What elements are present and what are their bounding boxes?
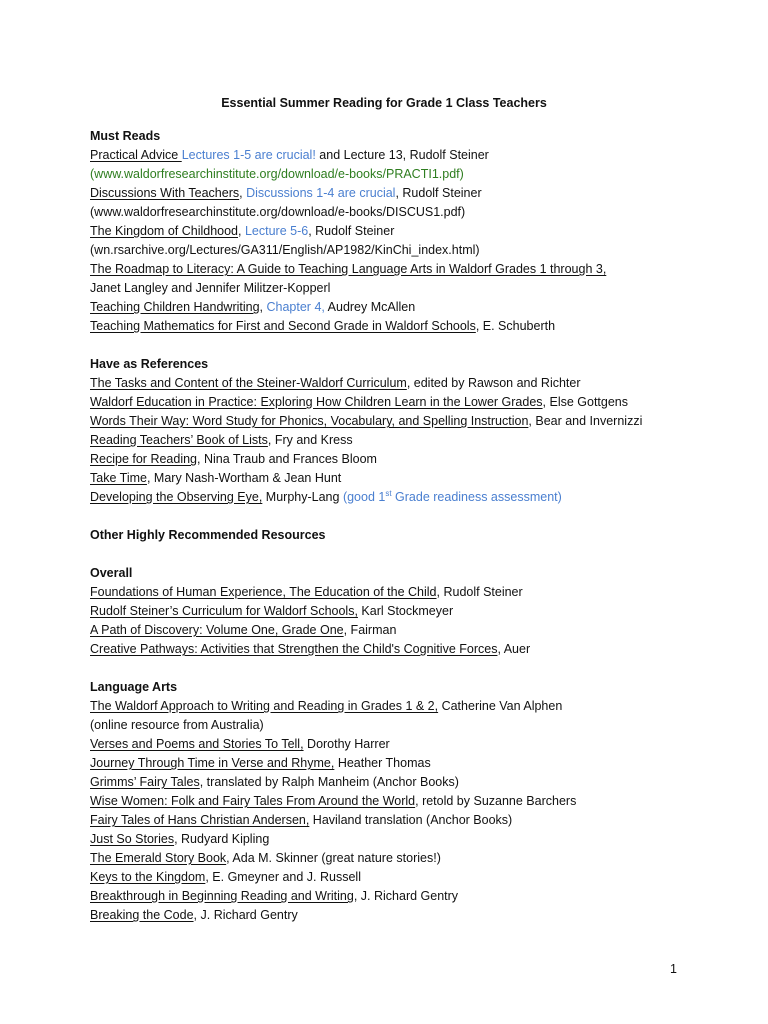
book-title: The Roadmap to Literacy: A Guide to Teaching Language Arts in Waldorf Grades 1 through 3, [90, 262, 607, 276]
reference-item [90, 412, 750, 431]
book-author: , Auer [497, 642, 531, 656]
book-title: The Emerald Story Book [90, 851, 227, 865]
resource-item [90, 697, 750, 716]
note-text: (good 1 [342, 490, 386, 504]
note-text: Grade readiness assessment) [391, 490, 562, 504]
book-url: (www.waldorfresearchinstitute.org/download/e-books/DISCUS1.pdf) [90, 205, 466, 219]
book-title: Reading Teachers’ Book of Lists [90, 433, 268, 447]
resource-note: (online resource from Australia) [90, 718, 264, 732]
ordinal-suffix: st [385, 488, 392, 498]
book-author: , Rudolf Steiner [308, 224, 395, 238]
book-title: Just So Stories [90, 832, 175, 846]
must-read-item [90, 317, 750, 336]
book-author: Catherine Van Alphen [438, 699, 563, 713]
book-title: Grimms’ Fairy Tales [90, 775, 200, 789]
book-author: , edited by Rawson and Richter [406, 376, 581, 390]
resource-item [90, 811, 750, 830]
book-author: , J. Richard Gentry [193, 908, 298, 922]
must-read-item [90, 222, 750, 241]
reference-item [90, 431, 750, 450]
book-title: The Waldorf Approach to Writing and Reading in Grades 1 & 2, [90, 699, 439, 713]
must-read-item [90, 298, 750, 317]
book-title: Recipe for Reading [90, 452, 198, 466]
must-read-item [90, 146, 750, 165]
book-author: , Rudolf Steiner [395, 186, 482, 200]
separator: , [238, 224, 245, 238]
resource-item [90, 887, 750, 906]
separator: , [239, 186, 247, 200]
book-author: , Fry and Kress [267, 433, 353, 447]
book-title: Discussions With Teachers [90, 186, 240, 200]
book-author: , Else Gottgens [542, 395, 629, 409]
document-body [90, 127, 750, 925]
resource-item [90, 583, 750, 602]
book-title: Developing the Observing Eye, [90, 490, 263, 504]
separator: , [259, 300, 267, 314]
book-author: and Lecture 13, Rudolf Steiner [315, 148, 489, 162]
book-url: (wn.rsarchive.org/Lectures/GA311/English/AP1982/KinChi_index.html) [90, 243, 480, 257]
note: Lecture 5-6 [244, 224, 309, 238]
book-title: The Tasks and Content of the Steiner-Waldorf Curriculum [90, 376, 407, 390]
book-title: Wise Women: Folk and Fairy Tales From Around the World [90, 794, 416, 808]
book-title: Waldorf Education in Practice: Exploring How Children Learn in the Lower Grades [90, 395, 543, 409]
book-title: Foundations of Human Experience, The Education of the Child [90, 585, 437, 599]
resource-item [90, 602, 750, 621]
book-author: , translated by Ralph Manheim (Anchor Books) [199, 775, 459, 789]
spacer [90, 545, 750, 564]
spacer [90, 507, 750, 526]
subsection-heading-language-arts: Language Arts [90, 680, 178, 694]
book-author: Dorothy Harrer [303, 737, 390, 751]
book-title: Teaching Children Handwriting [90, 300, 260, 314]
book-title: Creative Pathways: Activities that Strengthen the Child's Cognitive Forces [90, 642, 498, 656]
book-title: Teaching Mathematics for First and Second Grade in Waldorf Schools [90, 319, 476, 333]
resource-item [90, 735, 750, 754]
book-title: Words Their Way: Word Study for Phonics, Vocabulary, and Spelling Instruction [90, 414, 529, 428]
book-author: , Mary Nash-Wortham & Jean Hunt [146, 471, 342, 485]
resource-item [90, 906, 750, 925]
resource-item [90, 830, 750, 849]
book-title: Practical Advice [90, 148, 182, 162]
book-title: Fairy Tales of Hans Christian Andersen, [90, 813, 310, 827]
book-author: , Rudyard Kipling [174, 832, 270, 846]
book-title: Rudolf Steiner’s Curriculum for Waldorf Schools, [90, 604, 358, 618]
book-title: Keys to the Kingdom [90, 870, 206, 884]
book-author: Janet Langley and Jennifer Militzer-Kopperl [90, 281, 331, 295]
book-title: Verses and Poems and Stories To Tell, [90, 737, 304, 751]
must-read-item [90, 184, 750, 203]
resource-item [90, 621, 750, 640]
note: Chapter 4, [266, 300, 325, 314]
book-author: , Nina Traub and Frances Bloom [197, 452, 377, 466]
resource-item [90, 754, 750, 773]
document-title: Essential Summer Reading for Grade 1 Class Teachers [221, 96, 547, 110]
book-author: , Fairman [343, 623, 397, 637]
spacer [90, 659, 750, 678]
resource-item [90, 849, 750, 868]
book-title: A Path of Discovery: Volume One, Grade One [90, 623, 344, 637]
section-heading-must-reads: Must Reads [90, 129, 161, 143]
book-author: Haviland translation (Anchor Books) [309, 813, 513, 827]
book-author: Murphy-Lang [262, 490, 343, 504]
spacer [90, 336, 750, 355]
resource-item [90, 868, 750, 887]
book-author: , Bear and Invernizzi [528, 414, 643, 428]
reference-item [90, 450, 750, 469]
reference-item [90, 488, 750, 507]
book-author: , E. Schuberth [475, 319, 556, 333]
book-title: Journey Through Time in Verse and Rhyme, [90, 756, 335, 770]
book-title: Breakthrough in Beginning Reading and Writing [90, 889, 354, 903]
book-author: , Rudolf Steiner [436, 585, 523, 599]
book-author: , Ada M. Skinner (great nature stories!) [226, 851, 441, 865]
book-url: (www.waldorfresearchinstitute.org/download/e-books/PRACTI1.pdf) [90, 167, 464, 181]
reference-item [90, 469, 750, 488]
book-author: Heather Thomas [334, 756, 431, 770]
resource-item [90, 792, 750, 811]
note: Discussions 1-4 are crucial [246, 186, 396, 200]
subsection-heading-overall: Overall [90, 566, 133, 580]
resource-item [90, 640, 750, 659]
book-author: , E. Gmeyner and J. Russell [205, 870, 361, 884]
note: Lectures 1-5 are crucial! [181, 148, 316, 162]
note [343, 490, 562, 504]
book-title: Breaking the Code [90, 908, 194, 922]
book-author: , J. Richard Gentry [353, 889, 459, 903]
reference-item [90, 374, 750, 393]
resource-item [90, 773, 750, 792]
book-title: The Kingdom of Childhood [90, 224, 239, 238]
book-author: Audrey McAllen [324, 300, 416, 314]
reference-item [90, 393, 750, 412]
page-number: 1 [670, 962, 677, 976]
book-author: Karl Stockmeyer [357, 604, 454, 618]
book-title: Take Time [90, 471, 147, 485]
section-heading-references: Have as References [90, 357, 209, 371]
book-author: , retold by Suzanne Barchers [415, 794, 577, 808]
section-heading-other-resources: Other Highly Recommended Resources [90, 528, 326, 542]
